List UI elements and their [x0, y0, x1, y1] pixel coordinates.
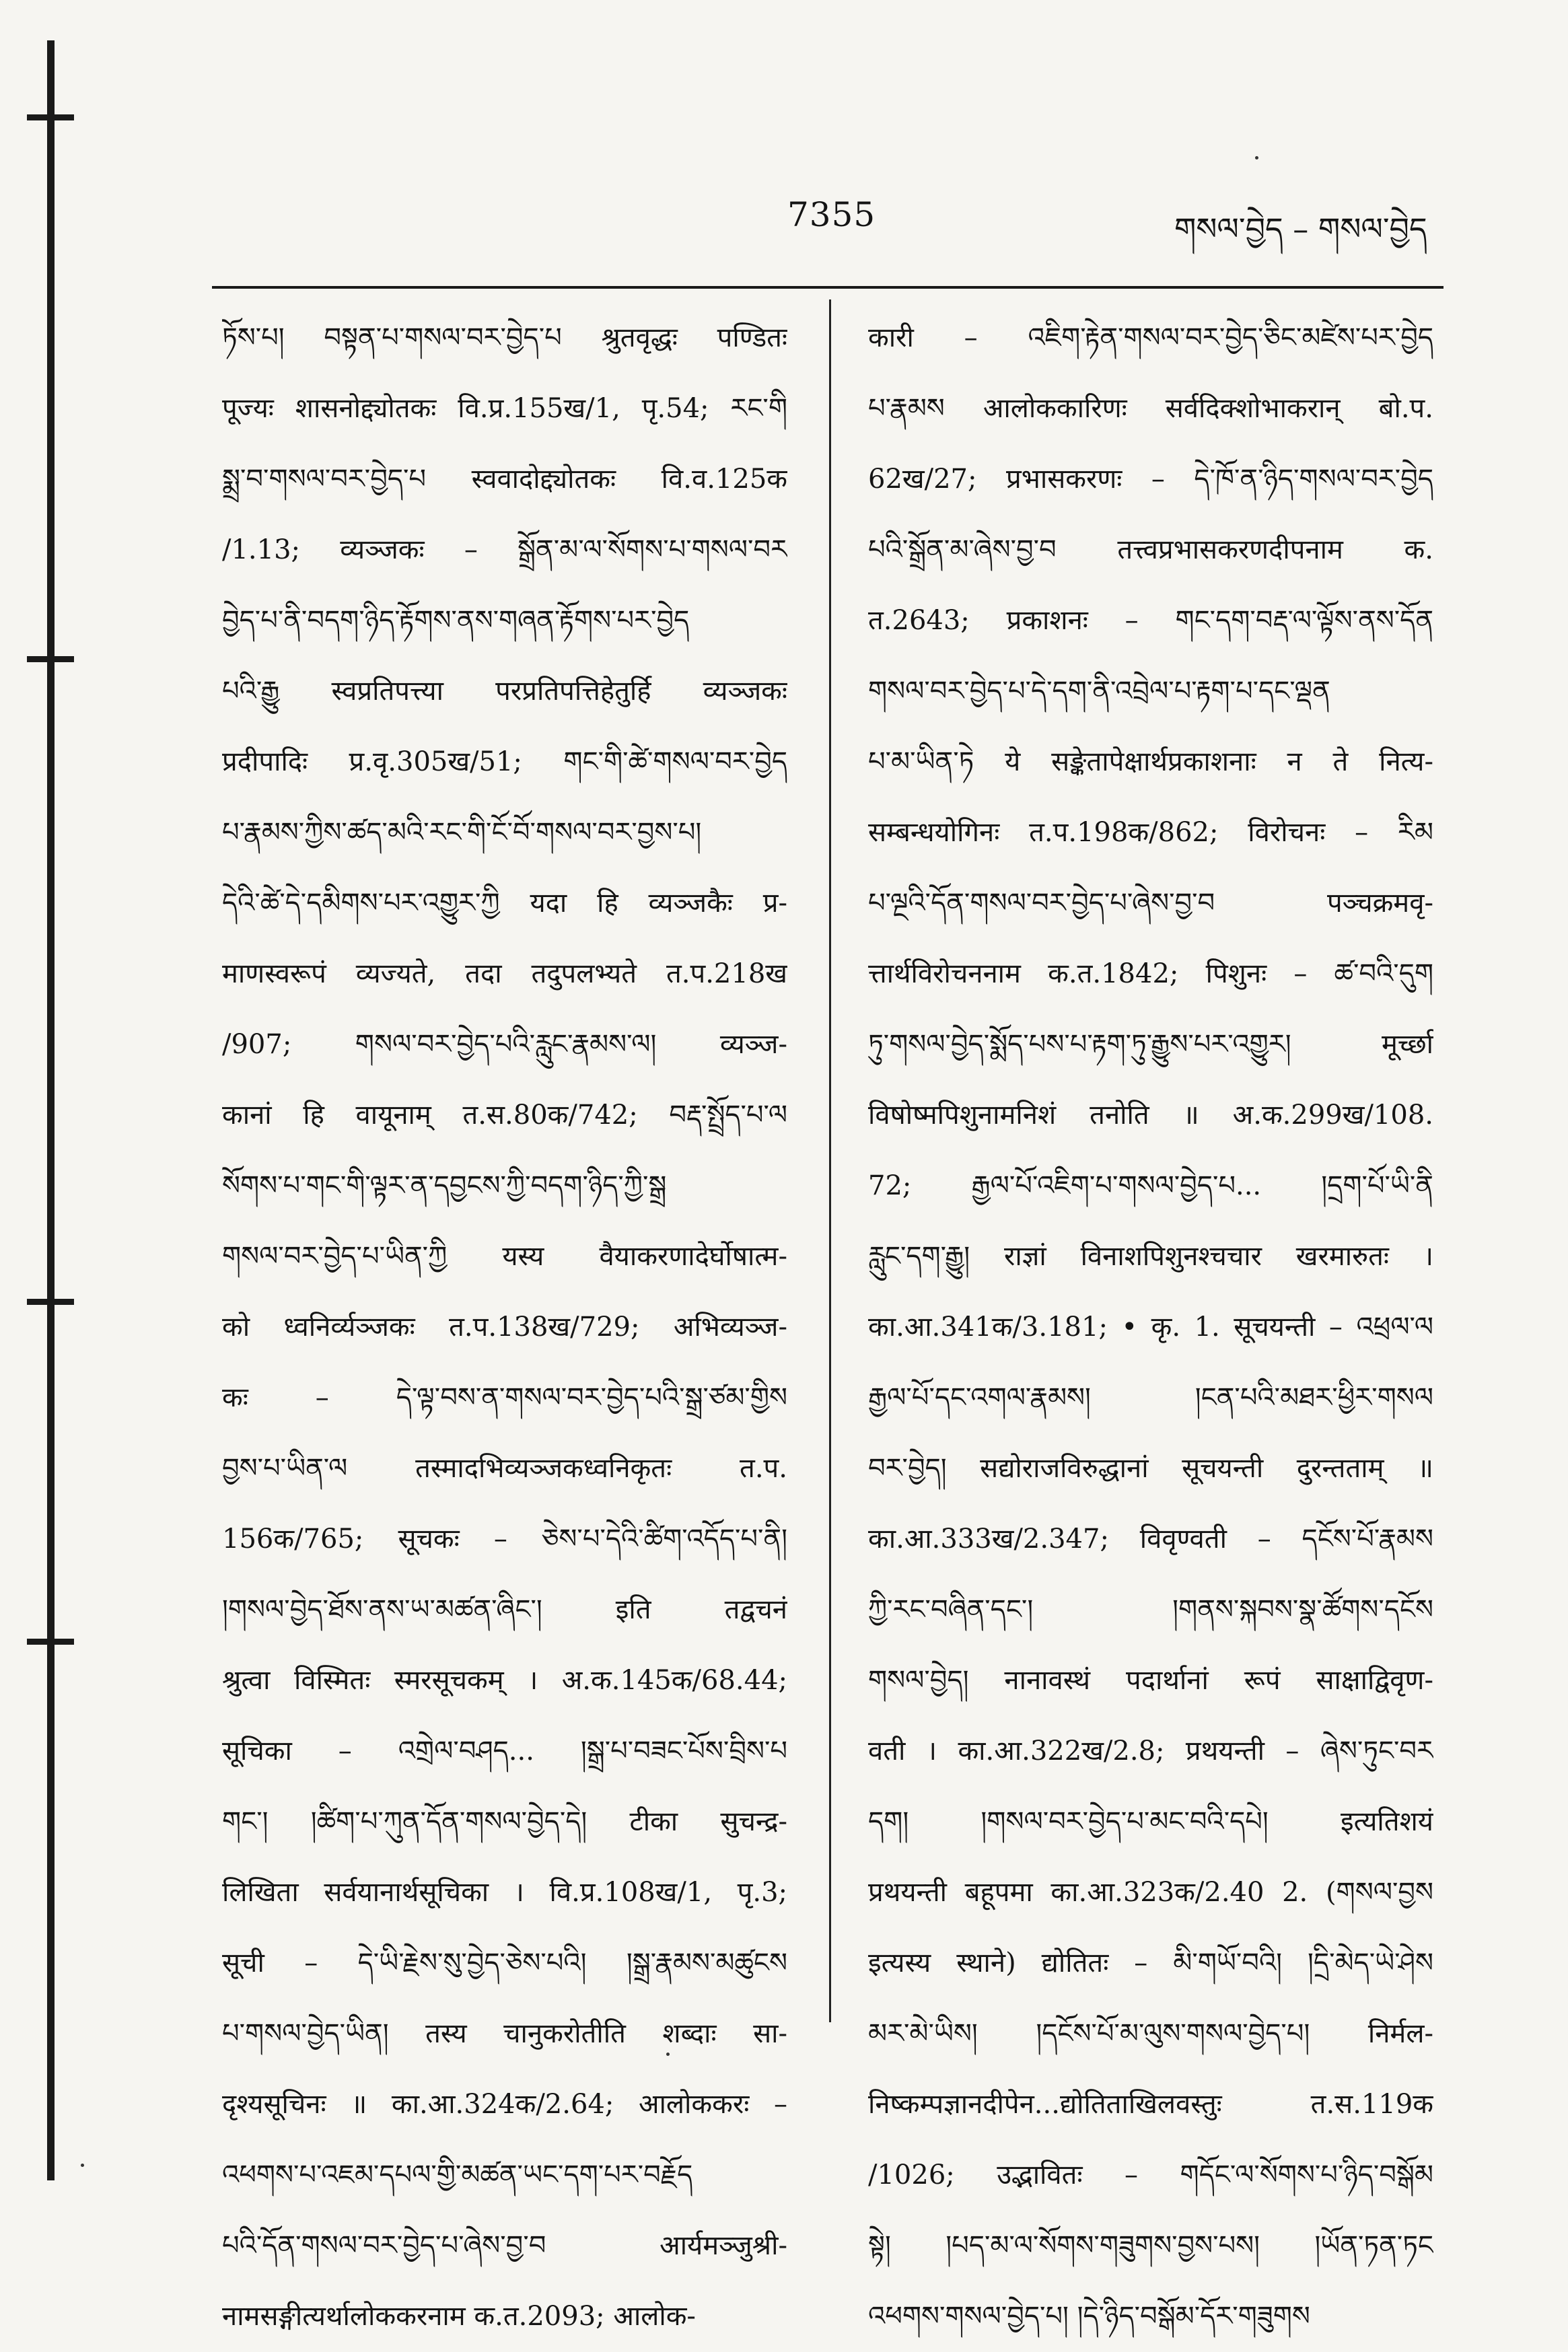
dictionary-line: प्रथयन्ती बहूपमा का.आ.323क/2.40 2. (གསལ་བྱས: [868, 1877, 1433, 1908]
dictionary-line: सम्बन्धयोगिनः त.प.198क/862; विरोचनः – རིམ: [868, 817, 1433, 848]
scan-speck: [81, 2164, 84, 2167]
binding-mark: [27, 1639, 74, 1645]
dictionary-line: འཕགས་གསལ་བྱེད་པ། །དེ་ཉིད་བསྒོམ་དོར་གཟུགས: [868, 2301, 1310, 2332]
dictionary-line: पूज्यः शासनोद्द्योतकः वि.प्र.155ख/1, पृ.54; རང་གི: [222, 393, 787, 424]
scan-speck: [1255, 156, 1258, 159]
dictionary-line: སྨྲ་བ་གསལ་བར་བྱེད་པ स्ववादोद्द्योतकः वि.व.125क: [222, 464, 787, 495]
dictionary-line: པ་རྣམས आलोककारिणः सर्वदिक्शोभाकरान् बो.प.: [868, 393, 1433, 424]
page-binding-edge: [47, 40, 55, 2180]
dictionary-line: བར་བྱེད། सद्योराजविरुद्धानां सूचयन्ती दुरन्तताम् ॥: [868, 1453, 1433, 1484]
dictionary-line: /907; གསལ་བར་བྱེད་པའི་རླུང་རྣམས་ལ། व्यञ्ज-: [222, 1029, 787, 1060]
dictionary-line: གསལ་བར་བྱེད་པ་དེ་དག་ནི་འབྲེལ་པ་རྟག་པ་དང་ལྡན: [868, 676, 1330, 707]
binding-mark: [27, 656, 74, 662]
binding-mark: [27, 114, 74, 120]
dictionary-line: प्रदीपादिः प्र.वृ.305ख/51; གང་གི་ཚེ་གསལ་བར་བྱེད: [222, 746, 787, 777]
dictionary-line: སོགས་པ་གང་གི་ལྟར་ན་དབྱངས་ཀྱི་བདག་ཉིད་ཀྱི་སྒྲ: [222, 1170, 667, 1201]
dictionary-line: བྱེད་པ་ནི་བདག་ཉིད་རྟོགས་ནས་གཞན་རྟོགས་པར་བྱེད: [222, 605, 690, 636]
dictionary-line: विषोष्मपिशुनामनिशं तनोति ॥ अ.क.299ख/108.: [868, 1100, 1433, 1131]
dictionary-line: དེའི་ཚེ་དེ་དམིགས་པར་འགྱུར་ཀྱི यदा हि व्यञ्जकैः प्र-: [222, 888, 787, 919]
dictionary-line: नामसङ्गीत्यर्थालोककरनाम क.त.2093; आलोक-: [222, 2301, 696, 2332]
dictionary-line: /1026; उद्भावितः – གདོང་ལ་སོགས་པ་ཉིད་བསྒོམ: [868, 2160, 1433, 2190]
dictionary-line: པའི་དོན་གསལ་བར་བྱེད་པ་ཞེས་བྱ་བ आर्यमञ्जुश्री-: [222, 2230, 787, 2261]
dictionary-line: कारी – འཇིག་རྟེན་གསལ་བར་བྱེད་ཅིང་མཛེས་པར་བྱེད: [868, 322, 1433, 353]
dictionary-line: 72; རྒྱལ་པོ་འཇིག་པ་གསལ་བྱེད་པ... །དྲག་པོ་ཡི་ནི: [868, 1170, 1433, 1201]
dictionary-line: 62ख/27; प्रभासकरणः – དེ་ཁོ་ན་ཉིད་གསལ་བར་བྱེད: [868, 464, 1433, 495]
dictionary-line: त.2643; प्रकाशनः – གང་དག་བརྡ་ལ་ལྟོས་ནས་དོན: [868, 605, 1433, 636]
dictionary-line: ཏོས་པ། བསྟན་པ་གསལ་བར་བྱེད་པ श्रुतवृद्धः पण्डितः: [222, 322, 787, 353]
dictionary-line: लिखिता सर्वयानार्थसूचिका । वि.प्र.108ख/1, पृ.3;: [222, 1877, 787, 1908]
running-head: གསལ་བྱེད – གསལ་བྱེད: [1174, 211, 1427, 247]
dictionary-line: ཏུ་གསལ་བྱེད་སྨོད་པས་པ་རྟག་ཏུ་རྒྱུས་པར་འགྱུར། मूर्च्छा: [868, 1029, 1433, 1060]
dictionary-line: པ་ལྔའི་དོན་གསལ་བར་བྱེད་པ་ཞེས་བྱ་བ पञ्चक्रमवृ-: [868, 888, 1433, 919]
dictionary-line: वती । का.आ.322ख/2.8; प्रथयन्ती – ཞེས་ཏུང་བར: [868, 1736, 1433, 1767]
dictionary-line: པ་རྣམས་ཀྱིས་ཚད་མའི་རང་གི་ངོ་བོ་གསལ་བར་བྱས་པ།: [222, 817, 702, 848]
dictionary-line: को ध्वनिर्व्यञ्जकः त.प.138ख/729; अभिव्यञ्ज-: [222, 1312, 787, 1343]
dictionary-line: གསལ་བར་བྱེད་པ་ཡིན་ཀྱི यस्य वैयाकरणादेर्घोषात्म-: [222, 1241, 787, 1272]
dictionary-line: इत्यस्य स्थाने) द्योतितः – མི་གཡོ་བའི། །དྲི་མེད་ཡེ་ཤེས: [868, 1948, 1433, 1979]
dictionary-line: མར་མེ་ཡིས། །དངོས་པོ་མ་ལུས་གསལ་བྱེད་པ། निर्मल-: [868, 2018, 1433, 2049]
dictionary-line: त्तार्थविरोचननाम क.त.1842; पिशुनः – ཚ་བའི་དུག: [868, 958, 1433, 989]
column-divider: [829, 299, 831, 2022]
dictionary-line: कानां हि वायूनाम् त.स.80क/742; བརྡ་སྤྲོད་པ་ལ: [222, 1100, 787, 1131]
dictionary-line: དག། །གསལ་བར་བྱེད་པ་མང་བའི་དཔེ། इत्यतिशयं: [868, 1806, 1433, 1837]
dictionary-line: 156क/765; सूचकः – ཅེས་པ་དེའི་ཚིག་འདོད་པ་ནི།: [222, 1524, 787, 1555]
header-rule: [212, 286, 1444, 289]
right-column: [868, 303, 1433, 2352]
left-column: [222, 303, 787, 2352]
binding-mark: [27, 1299, 74, 1305]
dictionary-line: བྱས་པ་ཡིན་ལ तस्मादभिव्यञ्जकध्वनिकृतः त.प.: [222, 1453, 787, 1484]
dictionary-line: /1.13; व्यञ्जकः – སྒྲོན་མ་ལ་སོགས་པ་གསལ་བར: [222, 534, 787, 565]
dictionary-line: རླུང་དག་རྒྱུ། राज्ञां विनाशपिशुनश्चचार खरमारुतः ।: [868, 1241, 1433, 1272]
dictionary-line: གང་། །ཚིག་པ་ཀུན་དོན་གསལ་བྱེད་དེ། टीका सुचन्द्र-: [222, 1806, 787, 1837]
dictionary-line: པའི་སྒྲོན་མ་ཞེས་བྱ་བ तत्त्वप्रभासकरणदीपनाम क.: [868, 534, 1433, 565]
dictionary-line: པའི་རྒྱུ स्वप्रतिपत्त्या परप्रतिपत्तिहेतुर्हि व्यञ्जकः: [222, 676, 787, 707]
dictionary-line: का.आ.341क/3.181; • कृ. 1. सूचयन्ती – འཕྲལ་ལ: [868, 1312, 1433, 1343]
dictionary-line: दृश्यसूचिनः ॥ का.आ.324क/2.64; आलोककरः –: [222, 2089, 787, 2120]
dictionary-line: པ་གསལ་བྱེད་ཡིན། तस्य चानुकरोतीति शब्दाः सा-: [222, 2018, 787, 2049]
page-number: 7355: [787, 195, 876, 234]
dictionary-line: གསལ་བྱེད། नानावस्थं पदार्थानां रूपं साक्षाद्विवृण-: [868, 1665, 1433, 1696]
dictionary-line: श्रुत्वा विस्मितः स्मरसूचकम् । अ.क.145क/68.44;: [222, 1665, 787, 1696]
dictionary-line: སྟེ། །པད་མ་ལ་སོགས་གཟུགས་བྱས་པས། །ཡོན་ཏན་ཏང: [868, 2230, 1433, 2261]
dictionary-line: कः – དེ་ལྟ་བས་ན་གསལ་བར་བྱེད་པའི་སྒྲ་ཙམ་གྱིས: [222, 1382, 787, 1413]
dictionary-line: का.आ.333ख/2.347; विवृण्वती – དངོས་པོ་རྣམས: [868, 1524, 1433, 1555]
dictionary-line: པ་མ་ཡིན་ཏེ ये सङ्केतापेक्षार्थप्रकाशनाः न ते नित्य-: [868, 746, 1433, 777]
dictionary-line: निष्कम्पज्ञानदीपेन...द्योतिताखिलवस्तुः त.स.119क: [868, 2089, 1433, 2120]
dictionary-line: རྒྱལ་པོ་དང་འགལ་རྣམས། །ངན་པའི་མཐར་ཕྱིར་གསལ: [868, 1382, 1433, 1413]
dictionary-line: सूचिका – འགྲེལ་བཤད... །སྒྲ་པ་བཟང་པོས་བྲིས་པ: [222, 1736, 787, 1767]
dictionary-line: माणस्वरूपं व्यज्यते, तदा तदुपलभ्यते त.प.218ख: [222, 958, 787, 989]
dictionary-line: །གསལ་བྱེད་ཐོས་ནས་ཡ་མཚན་ཞིང་། इति तद्वचनं: [222, 1594, 787, 1625]
dictionary-line: འཕགས་པ་འཇམ་དཔལ་གྱི་མཚན་ཡང་དག་པར་བརྗོད: [222, 2160, 693, 2190]
dictionary-line: सूची – དེ་ཡི་རྗེས་སུ་བྱེད་ཅེས་པའི། །སྒྲ་རྣམས་མཚུངས: [222, 1948, 787, 1979]
dictionary-line: ཀྱི་རང་བཞིན་དང་། །གནས་སྐབས་སྣ་ཚོགས་དངོས: [868, 1594, 1433, 1625]
